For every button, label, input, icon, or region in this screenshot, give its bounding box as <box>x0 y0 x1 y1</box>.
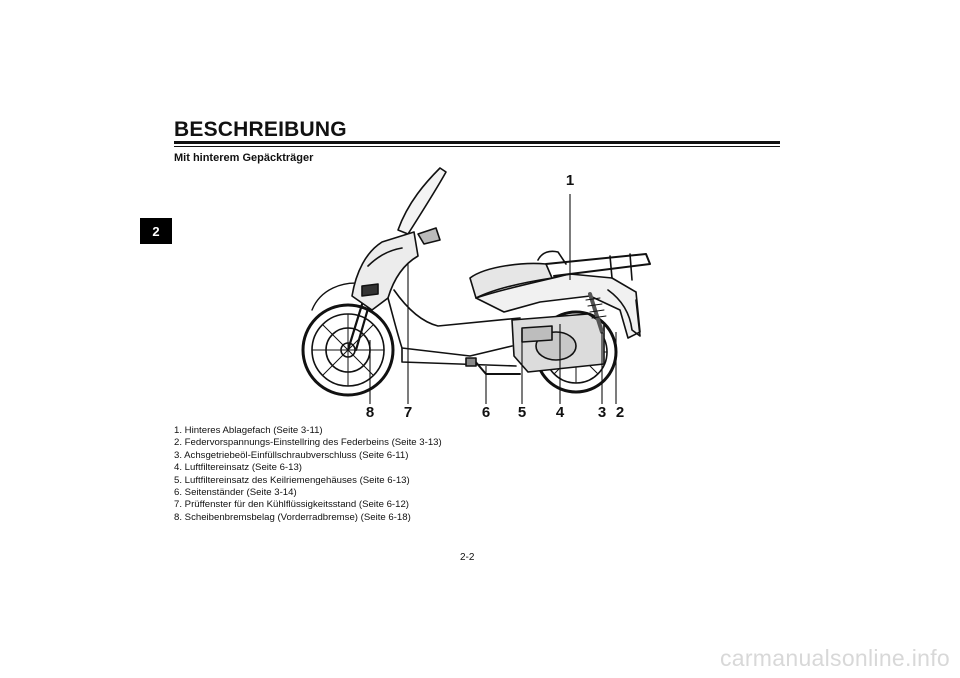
page-title: BESCHREIBUNG <box>174 118 347 141</box>
legend-item: 2. Federvorspannungs-Einstellring des Federbeins (Seite 3-13) <box>174 437 442 449</box>
section-title: Mit hinterem Gepäckträger <box>174 152 314 164</box>
callout-2: 2 <box>615 404 625 421</box>
callout-5: 5 <box>517 404 527 421</box>
callout-6: 6 <box>481 404 491 421</box>
callout-3: 3 <box>597 404 607 421</box>
legend-item: 3. Achsgetriebeöl-Einfüllschraubverschluss (Seite 6-11) <box>174 449 409 461</box>
callout-8: 8 <box>365 404 375 421</box>
legend-item: 4. Luftfiltereinsatz (Seite 6-13) <box>174 462 302 474</box>
legend-item: 7. Prüffenster für den Kühlflüssigkeitsstand (Seite 6-12) <box>174 499 409 511</box>
legend-item: 5. Luftfiltereinsatz des Keilriemengehäuses (Seite 6-13) <box>174 474 410 486</box>
scooter-drawing <box>290 160 670 422</box>
legend-item: 8. Scheibenbremsbelag (Vorderradbremse) (Seite 6-18) <box>174 511 411 523</box>
callout-1: 1 <box>565 172 575 189</box>
callout-7: 7 <box>403 404 413 421</box>
watermark: carmanualsonline.info <box>719 645 950 671</box>
chapter-tab: 2 <box>140 218 172 244</box>
callout-4: 4 <box>555 404 565 421</box>
scooter-illustration <box>290 160 670 422</box>
title-rule <box>174 141 780 147</box>
page-number: 2-2 <box>460 552 475 563</box>
legend-item: 6. Seitenständer (Seite 3-14) <box>174 487 297 499</box>
parts-legend <box>174 425 442 524</box>
legend-item: 1. Hinteres Ablagefach (Seite 3-11) <box>174 425 323 436</box>
